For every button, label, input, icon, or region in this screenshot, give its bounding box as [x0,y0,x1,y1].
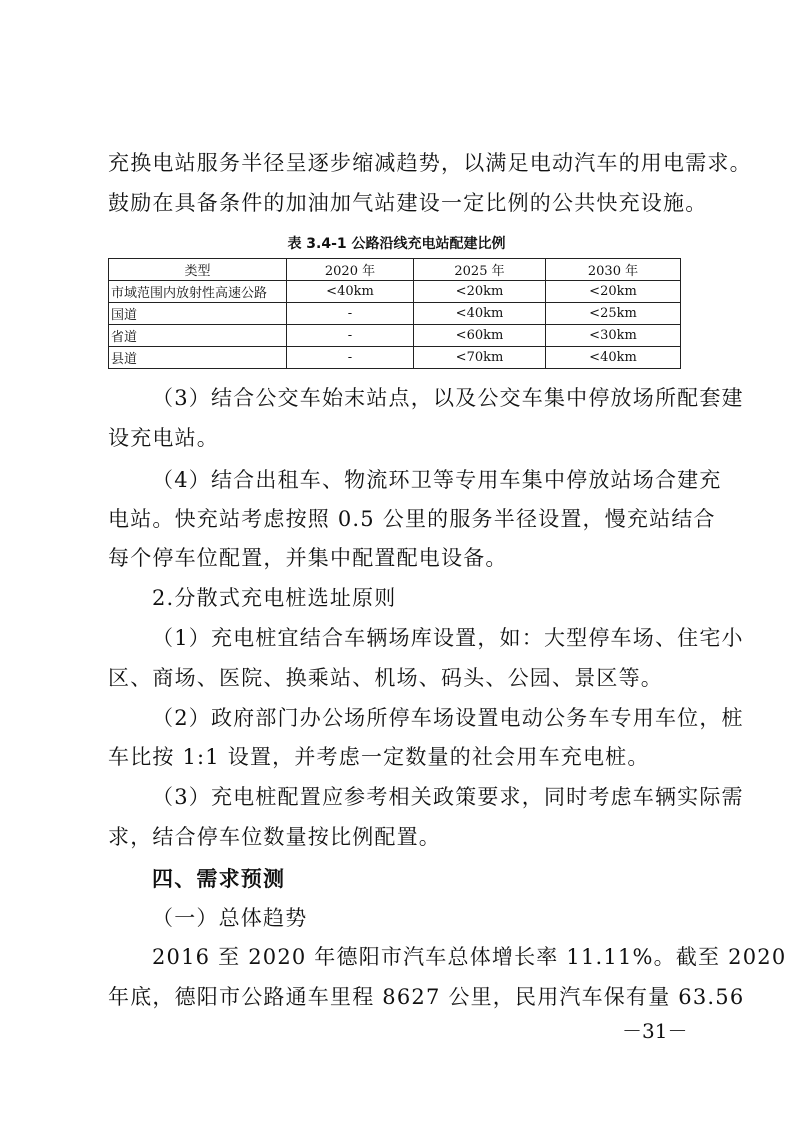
table-cell: - [287,325,414,347]
table-row [109,325,681,347]
table-cell: 县道 [109,347,287,369]
table-cell: - [287,347,414,369]
column-header: 2020 年 [287,259,414,281]
table-header-row [109,259,681,281]
paragraph-line: 每个停车位配置，并集中配置配电设备。 [108,546,508,570]
table-cell: <40km [287,281,414,303]
paragraph-line: 年底，德阳市公路通车里程 8627 公里，民用汽车保有量 63.56 [108,985,745,1009]
paragraph-line: 鼓励在具备条件的加油加气站建设一定比例的公共快充设施。 [108,191,708,215]
paragraph-line: （2）政府部门办公场所停车场设置电动公务车专用车位，桩 [152,706,744,730]
chapter-heading: 四、需求预测 [152,867,286,891]
table-cell: <30km [546,325,681,347]
table-caption: 表 3.4-1 公路沿线充电站配建比例 [287,236,506,252]
paragraph-line: 求，结合停车位数量按比例配置。 [108,825,441,849]
column-header: 2025 年 [414,259,546,281]
paragraph-line: 区、商场、医院、换乘站、机场、码头、公园、景区等。 [108,666,663,690]
table-cell: 市域范围内放射性高速公路 [109,281,287,303]
table-cell: <25km [546,303,681,325]
paragraph-line: （3）结合公交车始末站点，以及公交车集中停放场所配套建 [152,386,744,410]
table-cell: <70km [414,347,546,369]
paragraph-line: （3）充电桩配置应参考相关政策要求，同时考虑车辆实际需 [152,785,744,809]
paragraph-line: 设充电站。 [108,426,219,450]
column-header: 类型 [109,259,287,281]
table-cell: <20km [414,281,546,303]
table-row [109,303,681,325]
section-heading: 2.分散式充电桩选址原则 [152,586,397,610]
table-cell: 国道 [109,303,287,325]
table-row [109,281,681,303]
column-header: 2030 年 [546,259,681,281]
table-cell: - [287,303,414,325]
paragraph-line: 车比按 1:1 设置，并考虑一定数量的社会用车充电桩。 [108,745,650,769]
table-cell: <40km [546,347,681,369]
table-cell: <40km [414,303,546,325]
table-cell: 省道 [109,325,287,347]
charging-station-ratio-table [108,258,681,369]
subsection-heading: （一）总体趋势 [152,906,308,930]
table-row [109,347,681,369]
paragraph-line: （1）充电桩宜结合车辆场库设置，如：大型停车场、住宅小 [152,626,744,650]
paragraph-line: 2016 至 2020 年德阳市汽车总体增长率 11.11%。截至 2020 [152,945,787,969]
paragraph-line: （4）结合出租车、物流环卫等专用车集中停放站场合建充 [152,468,722,492]
paragraph-line: 电站。快充站考虑按照 0.5 公里的服务半径设置，慢充站结合 [108,507,716,531]
table-cell: <20km [546,281,681,303]
paragraph-line: 充换电站服务半径呈逐步缩减趋势，以满足电动汽车的用电需求。 [108,151,752,175]
page-number: －31－ [622,1019,688,1043]
table-cell: <60km [414,325,546,347]
